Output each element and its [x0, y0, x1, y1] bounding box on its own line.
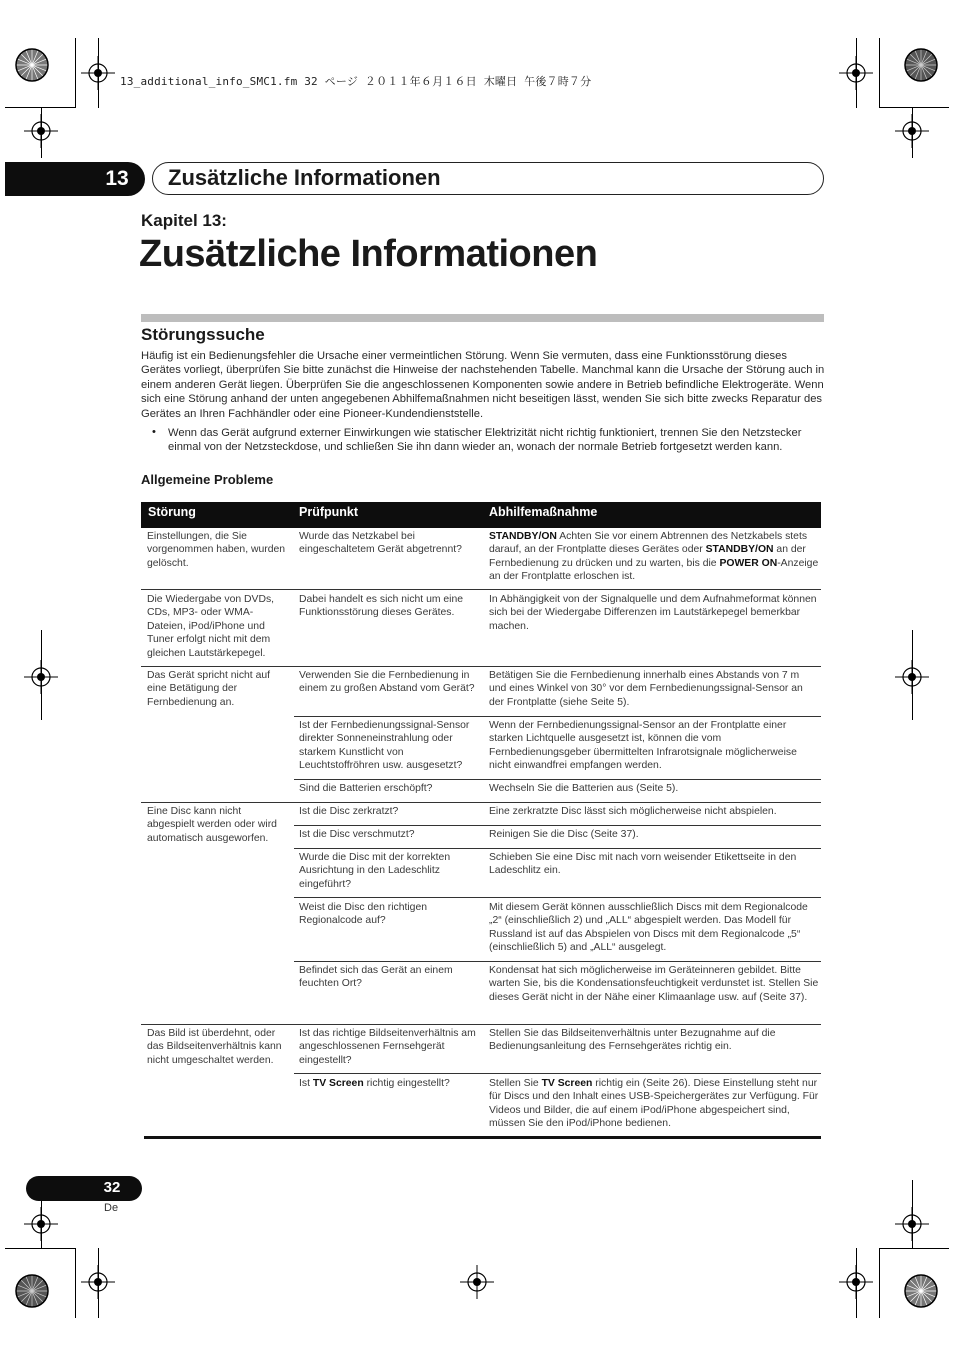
table-row-divider — [294, 825, 821, 826]
table-cell-check: Ist die Disc verschmutzt? — [299, 829, 415, 840]
crop-mark — [879, 107, 949, 108]
table-cell-check: Wurde die Disc mit der korrekten Ausrichtung in den Ladeschlitz eingeführt? — [299, 852, 451, 890]
chapter-number: 13 — [105, 167, 129, 190]
star-target-icon — [15, 1274, 49, 1308]
table-header-cell: Prüfpunkt — [299, 505, 359, 519]
registration-mark-icon — [81, 56, 115, 90]
table-cell-check — [299, 1077, 483, 1090]
table-cell-check: Weist die Disc den richtigen Regionalcode auf? — [299, 902, 428, 927]
page-title: Zusätzliche Informationen — [139, 233, 598, 275]
table-row-divider — [294, 848, 821, 849]
table-cell-remedy: Betätigen Sie die Fernbedienung innerhalb eines Abstands von 7 m und eines Winkel von 30° vor dem Fernbedienungssignal-Sensor an der Frontplatte (siehe Seite 5). — [489, 670, 803, 708]
chapter-label: Kapitel 13: — [141, 211, 227, 230]
crop-mark — [879, 1248, 880, 1318]
table-row-divider — [294, 716, 821, 717]
registration-mark-icon — [895, 114, 929, 148]
table-cell-problem: Einstellungen, die Sie vorgenommen haben, wurden gelöscht. — [147, 531, 286, 569]
table-cell-remedy: Stellen Sie das Bildseitenverhältnis unter Bezugnahme auf die Bedienungsanleitung des Fernsehgerätes richtig ein. — [489, 1028, 776, 1053]
table-cell-check: Sind die Batterien erschöpft? — [299, 783, 433, 794]
table-cell-remedy — [489, 530, 819, 584]
cell-text: an der Fernbedienung zu drücken und zu warten, bis die — [489, 544, 806, 569]
cell-text: richtig ein (Seite 26). Diese Einstellung steht nur für Discs und den Inhalt eines USB-Speichergerätes zur Verfügung. Für Videos und Bilder, die auf einem iPod/iPhone abgespeichert sind, müssen Sie den iPod/iPhone bedienen. — [489, 1078, 819, 1130]
registration-mark-icon — [24, 1207, 58, 1241]
table-cell-remedy: Wechseln Sie die Batterien aus (Seite 5). — [489, 783, 679, 794]
table-cell-problem: Das Bild ist überdehnt, oder das Bildseitenverhältnis kann nicht umgeschaltet werden. — [147, 1028, 282, 1066]
table-row-divider — [294, 1073, 821, 1074]
table-row-divider — [141, 666, 821, 667]
table-header-cell: Störung — [148, 505, 196, 519]
registration-mark-icon — [24, 114, 58, 148]
table-cell-problem: Eine Disc kann nicht abgespielt werden oder wird automatisch ausgeworfen. — [147, 806, 277, 844]
registration-mark-icon — [81, 1265, 115, 1299]
table-row-divider — [294, 897, 821, 898]
bullet-paragraph: Wenn das Gerät aufgrund externer Einwirkungen wie statischer Elektrizität nicht richtig funktioniert, trennen Sie den Netzstecker einmal von der Netzsteckdose, und schließen Sie ihn dann wieder an, wonach der normale Betrieb fortgesetzt werden kann. — [168, 427, 802, 454]
table-cell-remedy: Eine zerkratzte Disc lässt sich möglicherweise nicht abspielen. — [489, 806, 777, 817]
page-number: 32 — [103, 1179, 121, 1196]
table-cell-remedy: Mit diesem Gerät können ausschließlich Discs mit dem Regionalcode „2“ (einschließlich 2) und „ALL“ abgespielt werden. Das Modell für Russland ist auf das Abspielen von Discs mit dem Regionalcode „5“ (einschließlich 5) and „ALL“ ausgelegt. — [489, 902, 808, 954]
star-target-icon — [904, 1274, 938, 1308]
section-title: Störungssuche — [141, 325, 265, 344]
crop-mark — [75, 38, 76, 108]
print-slug: 13_additional_info_SMC1.fm 32 ページ ２０１１年６月１６日 木曜日 午後７時７分 — [120, 75, 592, 88]
table-header-cell: Abhilfemaßnahme — [489, 505, 598, 519]
crop-mark — [5, 107, 75, 108]
table-cell-remedy: In Abhängigkeit von der Signalquelle und dem Aufnahmeformat können sich bei der Wiedergabe Differenzen im Lautstärkepegel bemerkbar machen. — [489, 594, 817, 632]
table-cell-remedy: Reinigen Sie die Disc (Seite 37). — [489, 829, 639, 840]
chapter-header-title: Zusätzliche Informationen — [168, 165, 441, 190]
crop-mark — [879, 38, 880, 108]
table-cell-remedy — [489, 1077, 819, 1131]
table-cell-check: Ist das richtige Bildseitenverhältnis am angeschlossenen Fernsehgerät eingestellt? — [299, 1028, 476, 1066]
language-code: De — [104, 1202, 119, 1214]
crop-mark — [879, 1248, 949, 1249]
registration-mark-icon — [460, 1265, 494, 1299]
subsection-title: Allgemeine Probleme — [141, 472, 274, 487]
crop-mark — [75, 1248, 76, 1318]
registration-mark-icon — [895, 660, 929, 694]
crop-mark — [5, 1248, 75, 1249]
table-cell-check: Ist die Disc zerkratzt? — [299, 806, 399, 817]
table-bottom-rule — [144, 1136, 821, 1139]
cell-keyword: POWER ON — [719, 557, 778, 569]
table-header-row — [141, 502, 821, 528]
cell-text: Stellen Sie — [489, 1078, 542, 1089]
registration-mark-icon — [839, 1265, 873, 1299]
section-divider — [141, 314, 824, 322]
table-cell-check: Verwenden Sie die Fernbedienung in einem zu großen Abstand vom Gerät? — [299, 670, 475, 695]
table-row-divider — [141, 589, 821, 590]
bullet-icon: • — [152, 426, 156, 438]
table-cell-remedy: Schieben Sie eine Disc mit nach vorn weisender Etikettseite in den Ladeschlitz ein. — [489, 852, 797, 877]
table-row-divider — [141, 1024, 821, 1025]
cell-keyword: STANDBY/ON — [489, 531, 557, 542]
table-cell-remedy: Wenn der Fernbedienungssignal-Sensor an der Frontplatte einer starken Lichtquelle ausgesetzt ist, können die vom Fernbedienungsgeber übermittelten Infrarotsignale möglicherweise nicht einwandfrei empfangen werden. — [489, 720, 797, 772]
registration-mark-icon — [24, 660, 58, 694]
table-row-divider — [294, 779, 821, 780]
table-cell-check: Dabei handelt es sich nicht um eine Funktionsstörung dieses Gerätes. — [299, 594, 464, 619]
cell-text: -Anzeige an der Frontplatte erloschen ist. — [489, 557, 819, 583]
table-row-divider — [294, 961, 821, 962]
table-row-divider — [141, 802, 821, 803]
table-cell-check: Befindet sich das Gerät an einem feuchten Ort? — [299, 965, 453, 990]
star-target-icon — [904, 48, 938, 82]
cell-keyword: STANDBY/ON — [705, 544, 774, 556]
cell-keyword: TV Screen — [541, 1078, 593, 1089]
registration-mark-icon — [895, 1207, 929, 1241]
table-cell-check: Ist der Fernbedienungssignal-Sensor direkter Sonneneinstrahlung oder starkem Kunstlicht von Leuchtstoffröhren usw. ausgesetzt? — [299, 720, 470, 772]
cell-text: Achten Sie vor einem Abtrennen des Netzkabels stets darauf, an der Frontplatte dieses Gerätes oder — [489, 531, 808, 556]
table-cell-problem: Die Wiedergabe von DVDs, CDs, MP3- oder WMA-Dateien, iPod/iPhone und Tuner erfolgt nicht mit dem gleichen Lautstärkepegel. — [147, 594, 275, 659]
table-cell-remedy: Kondensat hat sich möglicherweise im Geräteinneren gebildet. Bitte warten Sie, bis die Kondensationsfeuchtigkeit verdunstet ist. Stellen Sie dieses Gerät nicht in der Nähe einer Klimaanlage usw. auf (Seite 37). — [489, 965, 819, 1003]
intro-paragraph: Häufig ist ein Bedienungsfehler die Ursache einer vermeintlichen Störung. Wenn Sie vermuten, dass eine Funktionsstörung dieses Gerätes vorliegt, überprüfen Sie bitte zunächst die Hinweise der nachstehenden Tabelle. Manchmal kann die Ursache der Störung auch in einem anderen Gerät liegen. Überprüfen Sie die angeschlossenen Komponenten sowie andere in Betrieb befindliche Elektrogeräte. Wenn sich eine Störung anhand der unten angegebenen Abhilfemaßnahmen nicht beseitigen lässt, wenden Sie sich bitte zwecks Reparatur des Gerätes an Ihren Fachhändler oder eine Pioneer-Kundendienststelle. — [141, 350, 825, 420]
cell-text: Ist — [299, 1078, 313, 1089]
cell-text: richtig eingestellt? — [363, 1078, 450, 1089]
cell-keyword: TV Screen — [312, 1078, 364, 1089]
star-target-icon — [15, 48, 49, 82]
table-cell-check: Wurde das Netzkabel bei eingeschaltetem Gerät abgetrennt? — [299, 531, 462, 556]
registration-mark-icon — [839, 56, 873, 90]
table-cell-problem: Das Gerät spricht nicht auf eine Betätigung der Fernbedienung an. — [147, 670, 271, 708]
